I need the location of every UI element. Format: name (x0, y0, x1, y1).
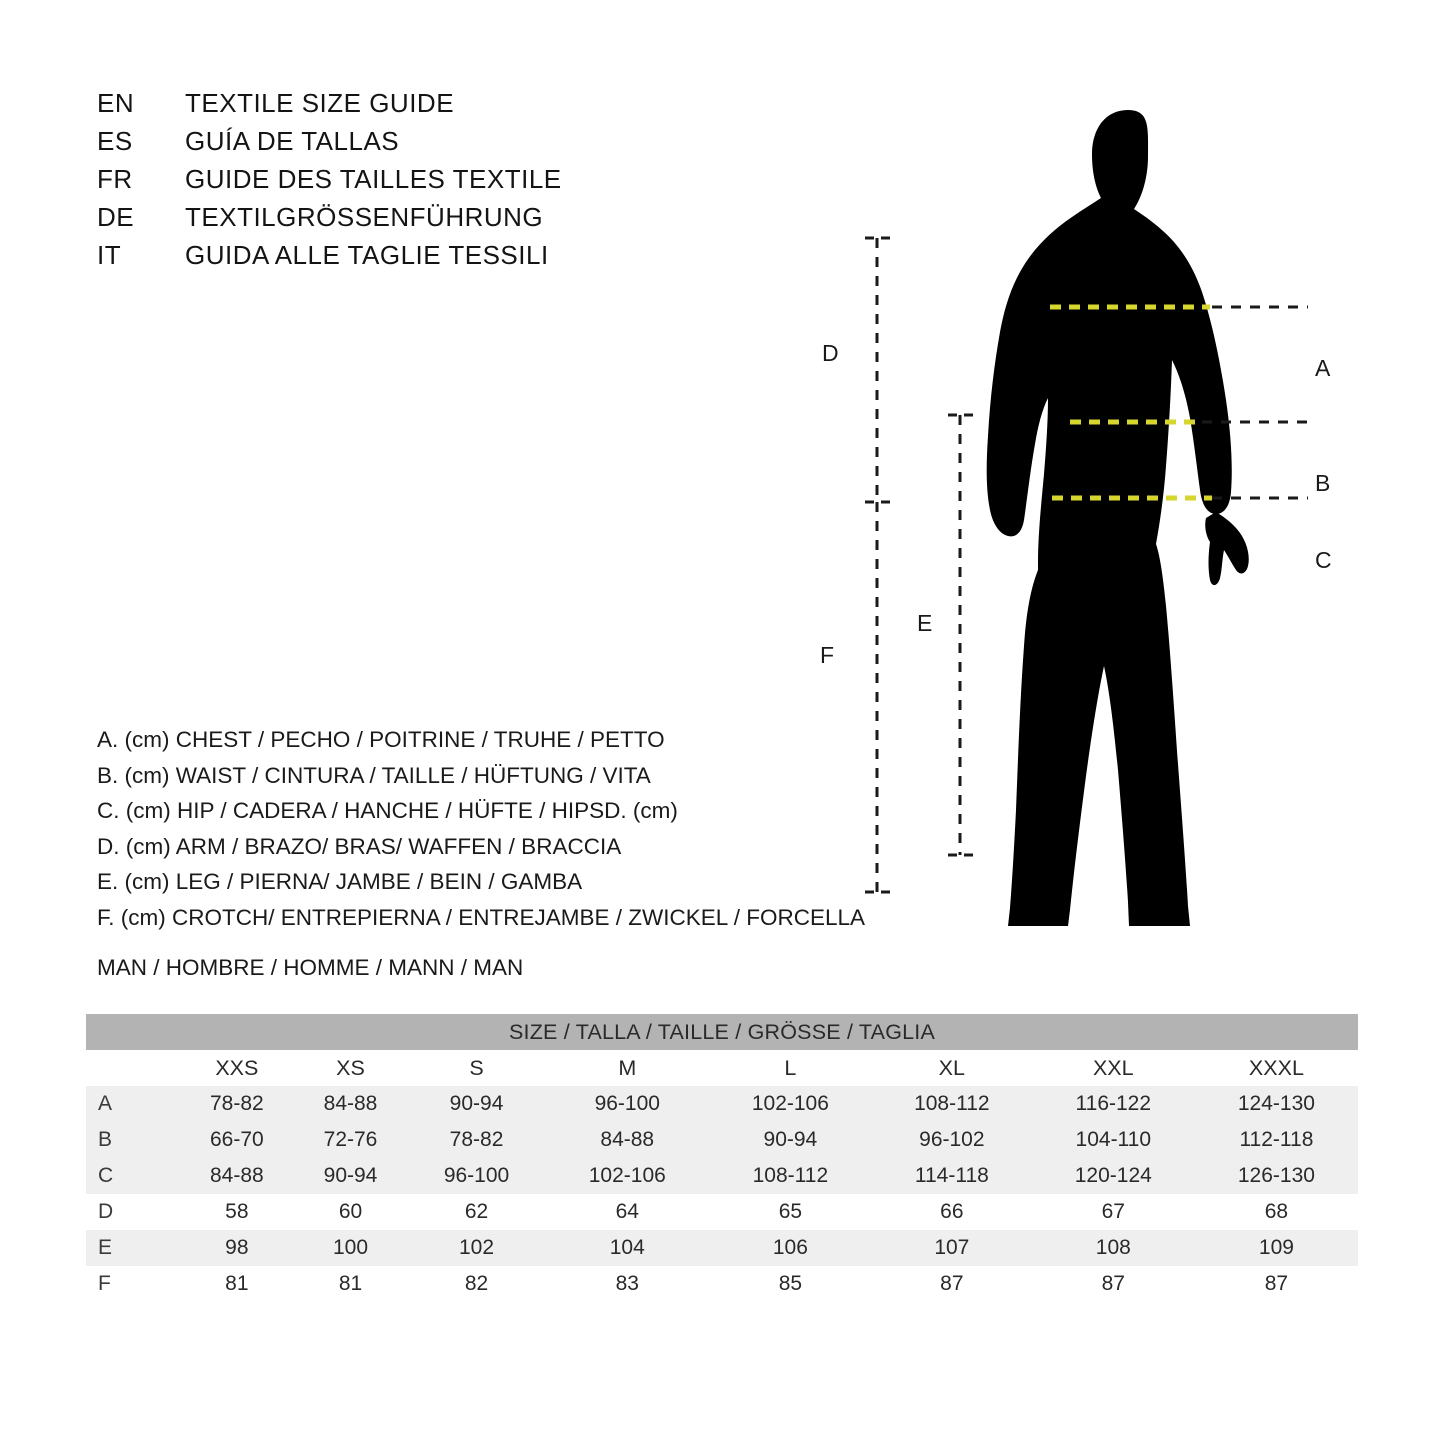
leg-dimension (948, 415, 973, 855)
cell-c-l: 108-112 (709, 1158, 872, 1194)
cell-a-m: 96-100 (546, 1086, 709, 1122)
cell-b-xl: 96-102 (872, 1122, 1032, 1158)
crotch-dimension (865, 502, 890, 892)
cell-e-xxxl: 109 (1195, 1230, 1358, 1266)
dimension-label-b: B (1315, 470, 1331, 496)
cell-d-m: 64 (546, 1194, 709, 1230)
cell-e-xxl: 108 (1032, 1230, 1195, 1266)
dimension-label-f: F (820, 642, 835, 668)
size-header-xl: XL (872, 1050, 1032, 1086)
title-text: GUÍA DE TALLAS (185, 126, 400, 156)
cell-f-l: 85 (709, 1266, 872, 1302)
row-key-a: A (86, 1086, 180, 1122)
cell-b-xs: 72-76 (294, 1122, 408, 1158)
cell-a-xxs: 78-82 (180, 1086, 294, 1122)
table-header-band (86, 1014, 1358, 1050)
cell-c-xs: 90-94 (294, 1158, 408, 1194)
size-table-wrapper (86, 1014, 1358, 1302)
size-header-xs: XS (294, 1050, 408, 1086)
table-corner-cell (86, 1050, 180, 1086)
cell-c-xxxl: 126-130 (1195, 1158, 1358, 1194)
row-key-f: F (86, 1266, 180, 1302)
size-table (86, 1014, 1358, 1302)
cell-d-xxxl: 68 (1195, 1194, 1358, 1230)
table-sizes-row (86, 1050, 1358, 1086)
cell-b-xxxl: 112-118 (1195, 1122, 1358, 1158)
title-text: TEXTILE SIZE GUIDE (185, 88, 455, 118)
size-header-xxxl: XXXL (1195, 1050, 1358, 1086)
table-row (86, 1158, 1358, 1194)
cell-f-xxs: 81 (180, 1266, 294, 1302)
size-header-xxl: XXL (1032, 1050, 1195, 1086)
legend-item-e: E. (cm) LEG / PIERNA/ JAMBE / BEIN / GAMBA (97, 869, 583, 894)
cell-f-m: 83 (546, 1266, 709, 1302)
title-lang: IT (97, 240, 122, 270)
cell-a-xxxl: 124-130 (1195, 1086, 1358, 1122)
legend-item-c: C. (cm) HIP / CADERA / HANCHE / HÜFTE / HIPSD. (cm) (97, 798, 678, 823)
cell-e-m: 104 (546, 1230, 709, 1266)
cell-d-xxs: 58 (180, 1194, 294, 1230)
cell-f-xxl: 87 (1032, 1266, 1195, 1302)
table-row (86, 1122, 1358, 1158)
cell-d-l: 65 (709, 1194, 872, 1230)
cell-f-xl: 87 (872, 1266, 1032, 1302)
table-row (86, 1086, 1358, 1122)
title-text: GUIDA ALLE TAGLIE TESSILI (185, 240, 549, 270)
title-lang: ES (97, 126, 133, 156)
row-key-d: D (86, 1194, 180, 1230)
cell-d-xxl: 67 (1032, 1194, 1195, 1230)
title-lang: EN (97, 88, 135, 118)
cell-a-xxl: 116-122 (1032, 1086, 1195, 1122)
title-text: GUIDE DES TAILLES TEXTILE (185, 164, 562, 194)
body-measurement-diagram (820, 70, 1380, 950)
table-header-band-label: SIZE / TALLA / TAILLE / GRÖSSE / TAGLIA (86, 1014, 1358, 1050)
cell-b-m: 84-88 (546, 1122, 709, 1158)
cell-e-l: 106 (709, 1230, 872, 1266)
cell-d-s: 62 (407, 1194, 545, 1230)
cell-e-xxs: 98 (180, 1230, 294, 1266)
cell-e-xs: 100 (294, 1230, 408, 1266)
row-key-c: C (86, 1158, 180, 1194)
arm-dimension (865, 238, 890, 502)
title-text: TEXTILGRÖSSENFÜHRUNG (185, 202, 544, 232)
title-row (97, 202, 737, 240)
size-header-l: L (709, 1050, 872, 1086)
title-row (97, 164, 737, 202)
cell-c-xl: 114-118 (872, 1158, 1032, 1194)
table-row (86, 1266, 1358, 1302)
cell-f-xs: 81 (294, 1266, 408, 1302)
cell-d-xl: 66 (872, 1194, 1032, 1230)
row-key-e: E (86, 1230, 180, 1266)
dimension-label-c: C (1315, 547, 1332, 573)
dimension-label-d: D (822, 340, 839, 366)
man-silhouette (987, 110, 1249, 926)
size-header-xxs: XXS (180, 1050, 294, 1086)
gender-label: MAN / HOMBRE / HOMME / MANN / MAN (97, 955, 524, 980)
cell-f-xxxl: 87 (1195, 1266, 1358, 1302)
title-row (97, 126, 737, 164)
cell-b-xxs: 66-70 (180, 1122, 294, 1158)
cell-c-xxl: 120-124 (1032, 1158, 1195, 1194)
cell-a-xl: 108-112 (872, 1086, 1032, 1122)
cell-c-m: 102-106 (546, 1158, 709, 1194)
cell-a-s: 90-94 (407, 1086, 545, 1122)
measurement-legend (97, 722, 887, 935)
cell-e-s: 102 (407, 1230, 545, 1266)
title-lang: DE (97, 202, 135, 232)
cell-c-xxs: 84-88 (180, 1158, 294, 1194)
legend-item-f: F. (cm) CROTCH/ ENTREPIERNA / ENTREJAMBE / ZWICKEL / FORCELLA (97, 904, 865, 930)
size-header-s: S (407, 1050, 545, 1086)
dimension-label-e: E (917, 610, 933, 636)
cell-a-l: 102-106 (709, 1086, 872, 1122)
cell-b-l: 90-94 (709, 1122, 872, 1158)
title-row (97, 88, 737, 126)
legend-item-a: A. (cm) CHEST / PECHO / POITRINE / TRUHE / PETTO (97, 727, 665, 752)
table-row (86, 1230, 1358, 1266)
title-block (97, 88, 737, 278)
cell-c-s: 96-100 (407, 1158, 545, 1194)
legend-item-d: D. (cm) ARM / BRAZO/ BRAS/ WAFFEN / BRACCIA (97, 833, 622, 859)
dimension-label-a: A (1315, 355, 1331, 381)
cell-b-xxl: 104-110 (1032, 1122, 1195, 1158)
title-lang: FR (97, 164, 133, 194)
cell-f-s: 82 (407, 1266, 545, 1302)
cell-b-s: 78-82 (407, 1122, 545, 1158)
size-header-m: M (546, 1050, 709, 1086)
cell-e-xl: 107 (872, 1230, 1032, 1266)
legend-item-b: B. (cm) WAIST / CINTURA / TAILLE / HÜFTUNG / VITA (97, 762, 651, 788)
cell-d-xs: 60 (294, 1194, 408, 1230)
row-key-b: B (86, 1122, 180, 1158)
table-row (86, 1194, 1358, 1230)
cell-a-xs: 84-88 (294, 1086, 408, 1122)
title-row (97, 240, 737, 278)
